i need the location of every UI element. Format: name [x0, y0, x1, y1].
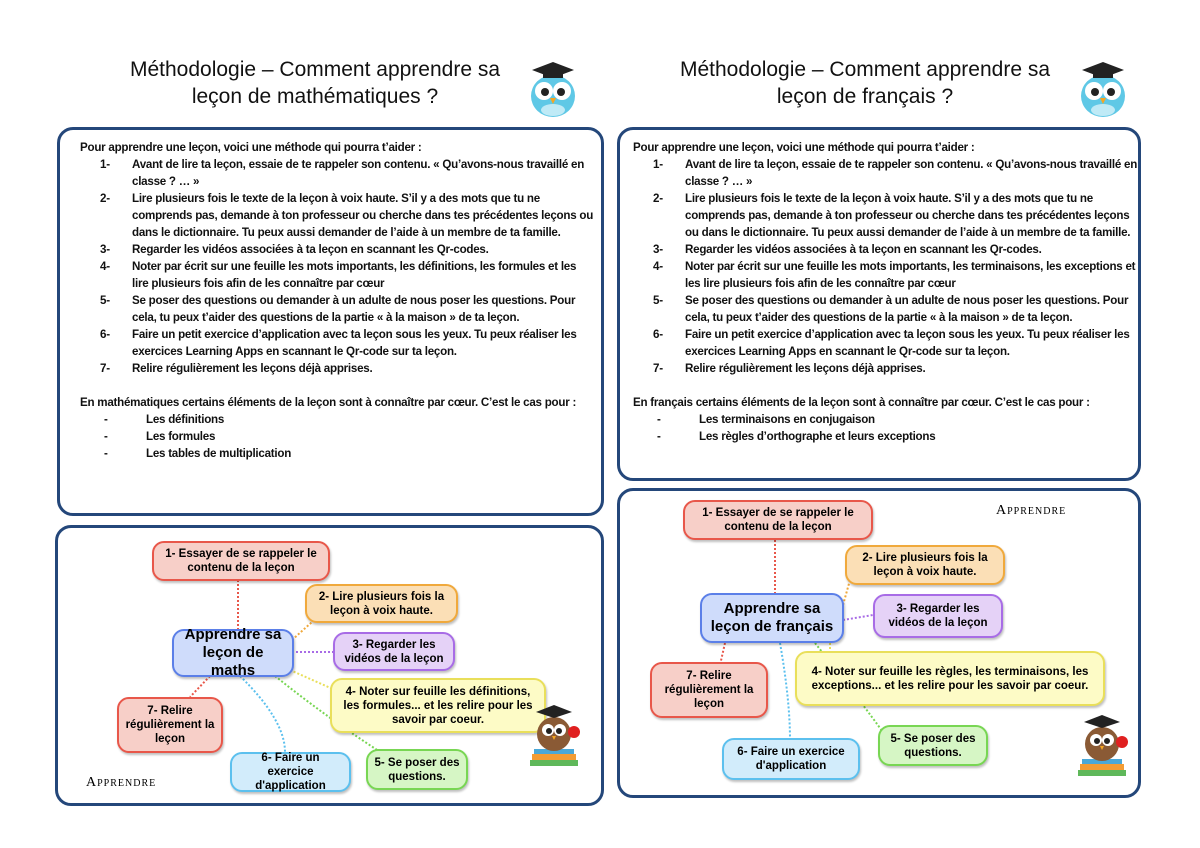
step-text: Faire un petit exercice d’application avec ta leçon sous les yeux. Tu peux réaliser les exercices Learning Apps en scannant le Qr-code sur ta leçon. — [132, 328, 577, 358]
step-number: 7- — [653, 362, 663, 375]
step-text: Se poser des questions ou demander à un adulte de nous poser les questions. Pour cela, tu peux t’aider des questions de la partie « à la maison » de ta leçon. — [685, 294, 1129, 324]
step-number: 3- — [653, 243, 663, 256]
step-number: 4- — [100, 260, 110, 273]
owl-with-books-icon — [520, 702, 590, 772]
mindmap-node: 4- Noter sur feuille les règles, les terminaisons, les exceptions... et les relire pour les savoir par coeur. — [795, 651, 1105, 706]
mindmap-node: 3- Regarder les vidéos de la leçon — [333, 632, 455, 671]
connector — [780, 643, 790, 740]
connector — [290, 670, 335, 690]
connector — [240, 676, 285, 752]
bullet-text: Les tables de multiplication — [146, 447, 292, 460]
step-number: 2- — [100, 192, 110, 205]
step-number: 3- — [100, 243, 110, 256]
bullet-text: Les formules — [146, 430, 216, 443]
step-text: Lire plusieurs fois le texte de la leçon à voix haute. S’il y a des mots que tu ne comprends pas, demande à ton professeur ou cherche dans tes précédentes leçons ou dans le dictionnaire. Tu peux aussi demander de l’aide à un membre de ta famille. — [132, 192, 594, 239]
step-text: Relire régulièrement les leçons déjà apprises. — [132, 362, 373, 375]
mindmap-node: 4- Noter sur feuille les définitions, les formules... et les relire pour les savoir par coeur. — [330, 678, 546, 733]
bullet: - Les formules — [104, 430, 216, 443]
title-line: Méthodologie – Comment apprendre sa — [679, 58, 1051, 81]
mindmap-node: 6- Faire un exercice d'application — [722, 738, 860, 780]
step-text: Se poser des questions ou demander à un adulte de nous poser les questions. Pour cela, tu peux t’aider des questions de la partie « à la maison » de ta leçon. — [132, 294, 576, 324]
bullet-text: Les règles d’orthographe et leurs exceptions — [699, 430, 936, 443]
connector — [843, 615, 873, 620]
mindmap-node: 5- Se poser des questions. — [366, 749, 468, 790]
bullet: - Les règles d’orthographe et leurs exceptions — [657, 430, 936, 443]
mindmap-node: 6- Faire un exercice d'application — [230, 752, 351, 792]
step-number: 1- — [100, 158, 110, 171]
step-text: Avant de lire ta leçon, essaie de te rappeler son contenu. « Qu’avons-nous travaillé en classe ? … » — [132, 158, 585, 188]
mindmap-center: Apprendre sa leçon de français — [700, 593, 844, 643]
step-text: Regarder les vidéos associées à ta leçon en scannant les Qr-codes. — [132, 243, 489, 256]
connector — [292, 622, 312, 640]
step-number: 5- — [100, 294, 110, 307]
connector — [843, 580, 850, 605]
title-line: Méthodologie – Comment apprendre sa — [129, 58, 501, 81]
mindmap-node: 1- Essayer de se rappeler le contenu de la leçon — [683, 500, 873, 540]
step-number: 6- — [100, 328, 110, 341]
mindmap-node: 5- Se poser des questions. — [878, 725, 988, 766]
step-number: 6- — [653, 328, 663, 341]
by-heart-text: En français certains éléments de la leçon sont à connaître par cœur. C’est le cas pour : — [633, 396, 1090, 409]
step-number: 5- — [653, 294, 663, 307]
mindmap-node: 2- Lire plusieurs fois la leçon à voix haute. — [305, 584, 458, 623]
step-text: Noter par écrit sur une feuille les mots importants, les définitions, les formules et les lire plusieurs fois afin de les connaître par cœur — [132, 260, 577, 290]
step-number: 2- — [653, 192, 663, 205]
step-text: Noter par écrit sur une feuille les mots importants, les terminaisons, les exceptions et les lire plusieurs fois afin de les connaître par cœur — [685, 260, 1136, 290]
step-number: 7- — [100, 362, 110, 375]
step-text: Relire régulièrement les leçons déjà apprises. — [685, 362, 926, 375]
mindmap-node: 3- Regarder les vidéos de la leçon — [873, 594, 1003, 638]
bullet: - Les tables de multiplication — [104, 447, 292, 460]
mindmap-node: 1- Essayer de se rappeler le contenu de la leçon — [152, 541, 330, 581]
title-line: leçon de français ? — [776, 85, 954, 108]
intro: Pour apprendre une leçon, voici une méthode qui pourra t’aider : — [633, 141, 975, 154]
owl-with-books-icon — [1068, 712, 1138, 782]
mindmap-center: Apprendre sa leçon de maths — [172, 629, 294, 677]
step-text: Regarder les vidéos associées à ta leçon en scannant les Qr-codes. — [685, 243, 1042, 256]
intro: Pour apprendre une leçon, voici une méthode qui pourra t’aider : — [80, 141, 422, 154]
step-number: 1- — [653, 158, 663, 171]
step-text: Faire un petit exercice d’application avec ta leçon sous les yeux. Tu peux réaliser les exercices Learning Apps en scannant le Qr-code sur ta leçon. — [685, 328, 1130, 358]
bullet: - Les définitions — [104, 413, 225, 426]
apprendre-label: Apprendre — [86, 775, 157, 790]
mindmap-node: 7- Relire régulièrement la leçon — [650, 662, 768, 718]
mindmap-node: 7- Relire régulièrement la leçon — [117, 697, 223, 753]
bullet: - Les terminaisons en conjugaison — [657, 413, 875, 426]
step-text: Lire plusieurs fois le texte de la leçon à voix haute. S’il y a des mots que tu ne comprends pas, demande à ton professeur ou cherche dans tes précédentes leçons ou dans le dictionnaire. Tu peux aussi demander de l’aide à un membre de ta famille. — [685, 192, 1131, 239]
apprendre-label: Apprendre — [996, 503, 1067, 518]
bullet-text: Les terminaisons en conjugaison — [699, 413, 875, 426]
bullet-text: Les définitions — [146, 413, 225, 426]
by-heart-text: En mathématiques certains éléments de la leçon sont à connaître par cœur. C’est le cas pour : — [80, 396, 577, 409]
mindmap-node: 2- Lire plusieurs fois la leçon à voix haute. — [845, 545, 1005, 585]
step-number: 4- — [653, 260, 663, 273]
title-line: leçon de mathématiques ? — [191, 85, 439, 108]
step-text: Avant de lire ta leçon, essaie de te rappeler son contenu. « Qu’avons-nous travaillé en classe ? … » — [685, 158, 1138, 188]
